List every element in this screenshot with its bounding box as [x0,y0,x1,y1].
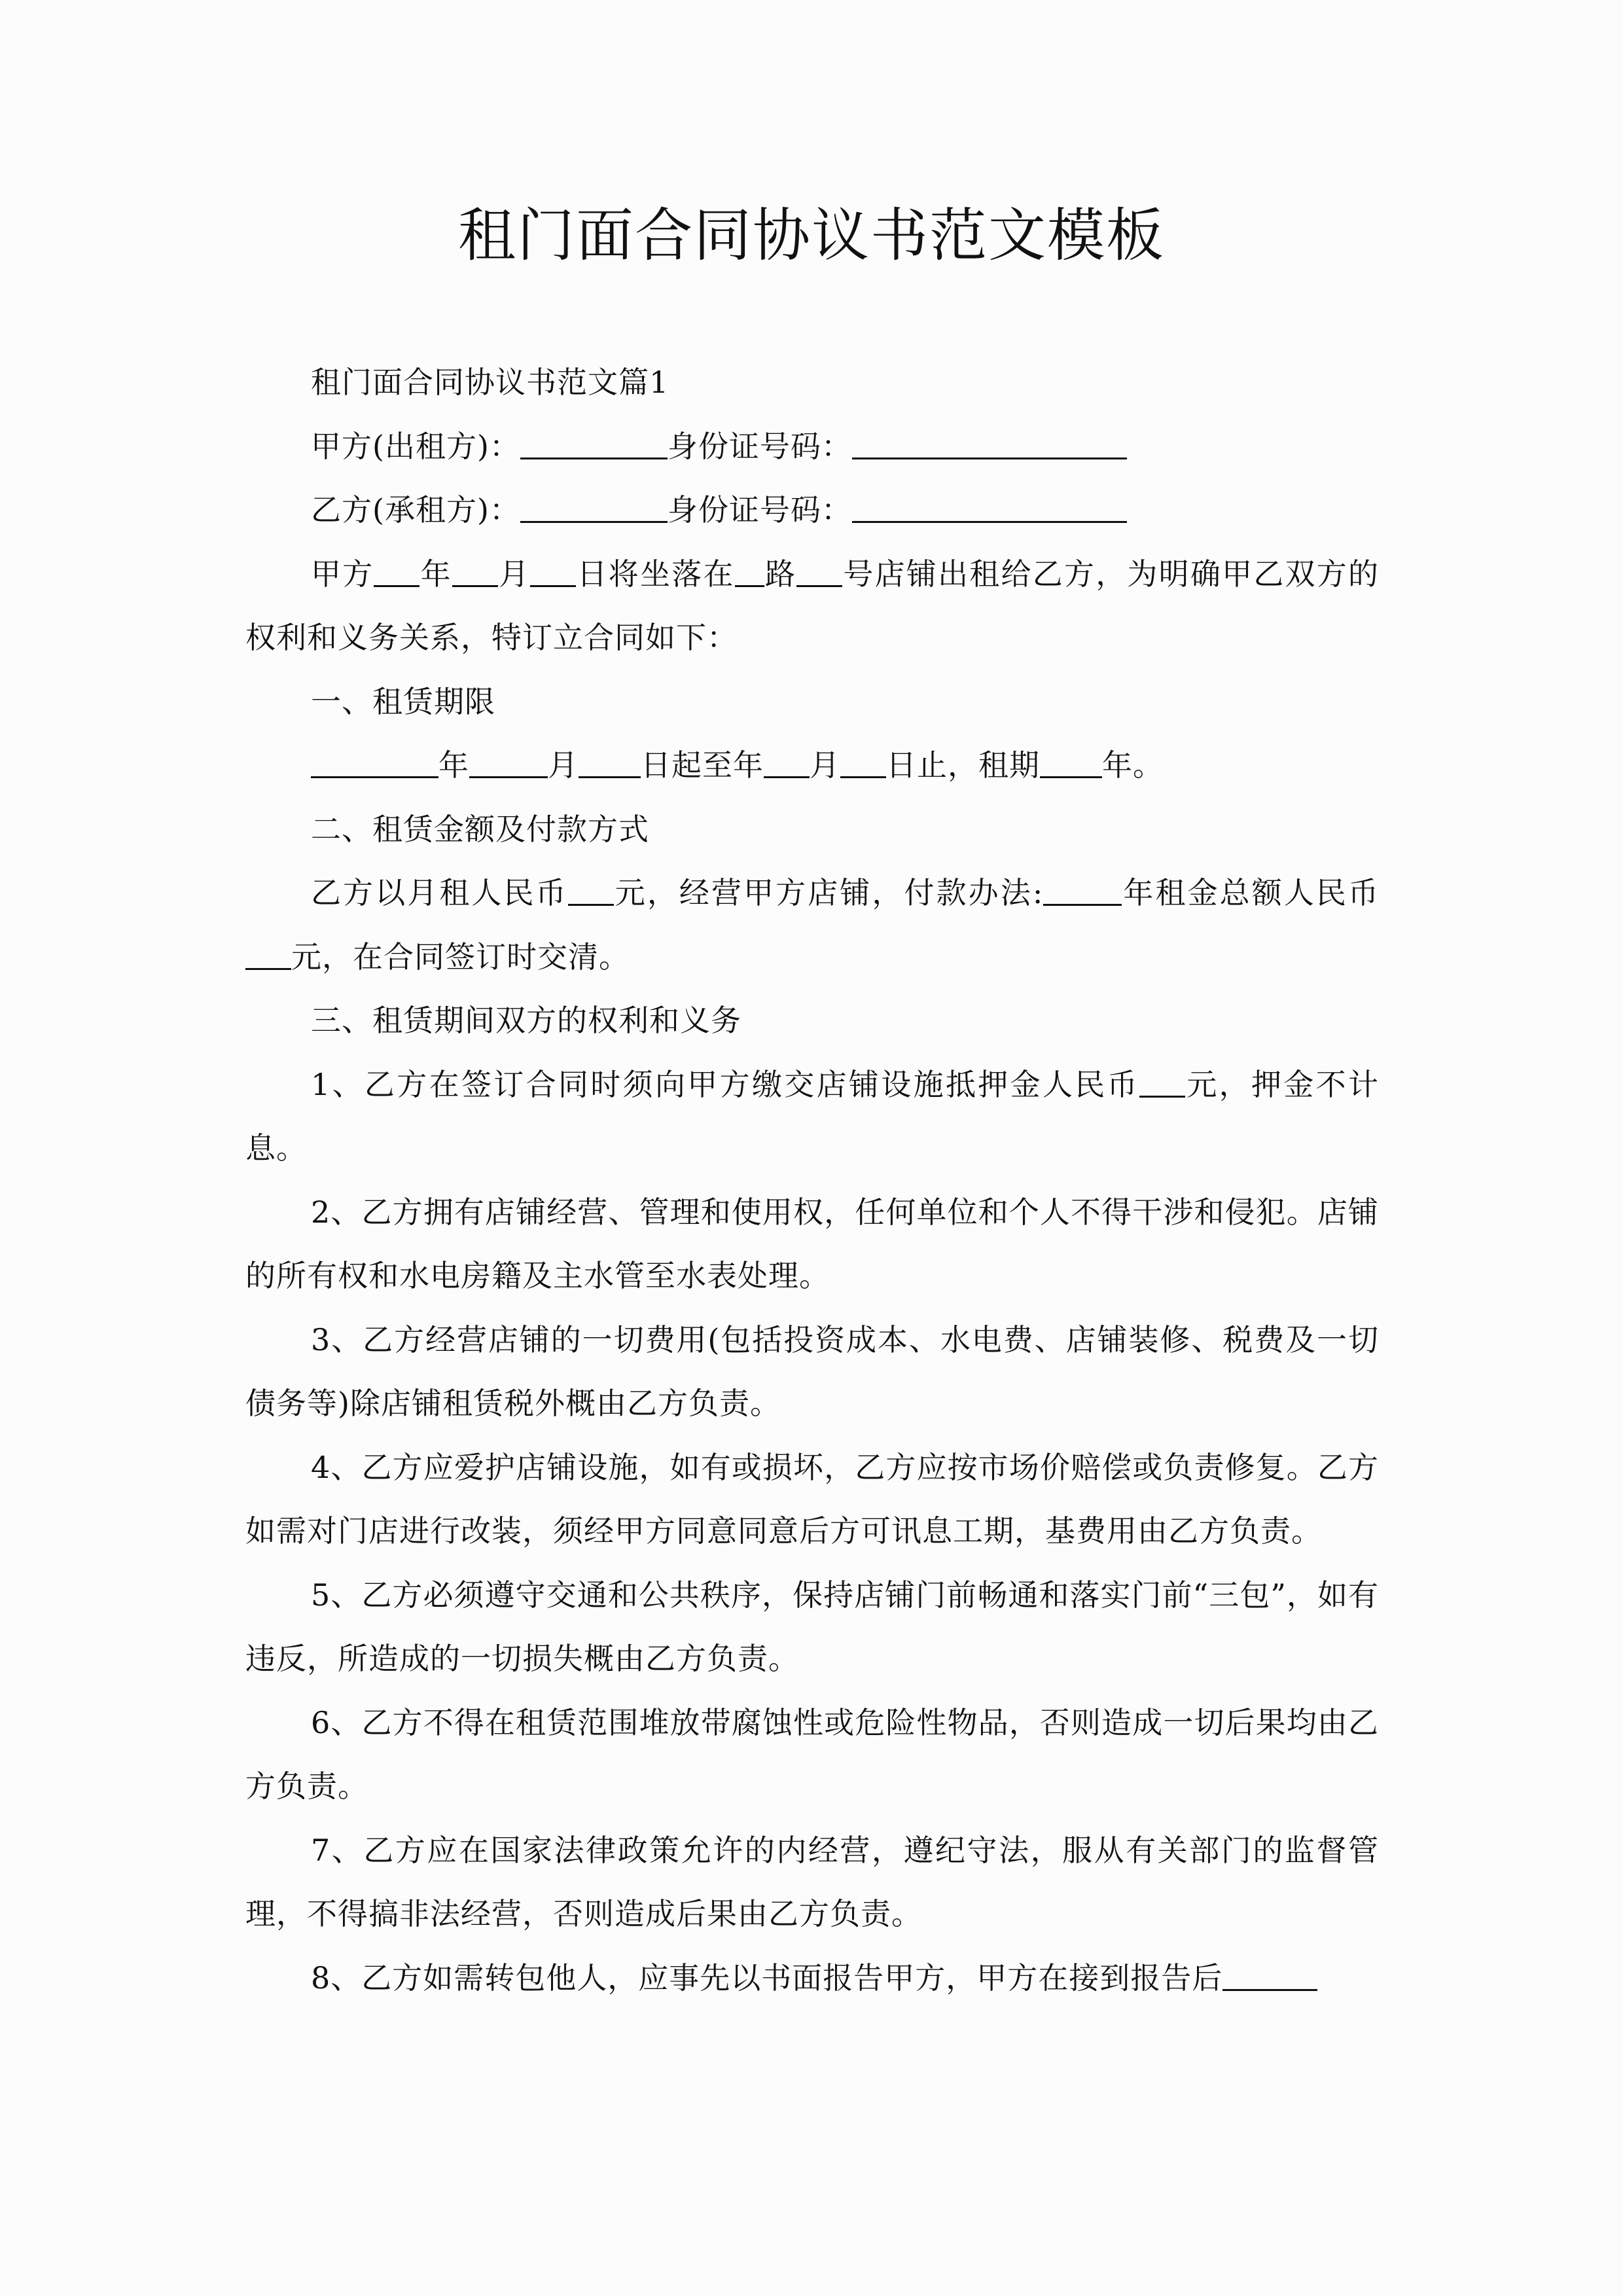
day-blank[interactable] [530,555,576,587]
party-b-name-blank[interactable] [520,491,668,523]
term-years-blank[interactable] [1040,746,1102,778]
party-a-line [245,415,1379,479]
days-blank[interactable] [1222,1959,1317,1991]
intro-text: 月 [497,556,531,592]
payment-years-blank[interactable] [1043,874,1122,906]
lease-term-line [245,734,1379,798]
intro-text: 甲方 [311,556,374,592]
payment-text: 元，经营甲方店铺，付款办法: [613,875,1044,910]
intro-text: 日将坐落在 [576,556,735,592]
payment-text: 乙方以月租人民币 [311,875,568,910]
term-text: 日止，租期 [886,747,1040,783]
number-blank[interactable] [796,555,842,587]
total-rent-blank[interactable] [245,938,291,970]
clause-4: 4、乙方应爱护店铺设施，如有或损坏，乙方应按市场价赔偿或负责修复。乙方如需对门店进行改装，须经甲方同意同意后方可讯息工期，基费用由乙方负责。 [245,1449,1379,1549]
clause-text: 元，押金不计息。 [245,1066,1379,1166]
payment-paragraph [245,861,1379,989]
payment-text: 年租金总额人民币 [1122,875,1380,910]
intro-text: 路 [764,556,797,592]
payment-text: 元，在合同签订时交清。 [291,939,630,975]
term-text: 月 [548,747,579,783]
term-text: 年 [438,747,469,783]
party-a-name-blank[interactable] [520,427,668,459]
intro-paragraph [245,543,1379,670]
clause-2: 2、乙方拥有店铺经营、管理和使用权，任何单位和个人不得干涉和侵犯。店铺的所有权和水电房籍及主水管至水表处理。 [245,1194,1379,1293]
term-text: 月 [810,747,840,783]
section-1-heading: 一、租赁期限 [311,683,495,719]
road-blank[interactable] [735,555,764,587]
section-2-heading: 二、租赁金额及付款方式 [311,811,649,847]
clause-6: 6、乙方不得在租赁范围堆放带腐蚀性或危险性物品，否则造成一切后果均由乙方负责。 [245,1704,1379,1804]
year-blank[interactable] [374,555,419,587]
clause-8 [245,1946,1379,2011]
party-a-id-blank[interactable] [852,427,1127,459]
document-title: 租门面合同协议书范文模板 [457,202,1165,269]
term-text: 日起至年 [641,747,764,783]
clause-1 [245,1053,1379,1181]
clause-5: 5、乙方必须遵守交通和公共秩序，保持店铺门前畅通和落实门前“三包”，如有违反，所造成的一切损失概由乙方负责。 [245,1577,1379,1676]
document-body [245,351,1379,2010]
subtitle: 租门面合同协议书范文篇1 [311,365,669,400]
start-month-blank[interactable] [469,746,548,778]
term-text: 年。 [1102,747,1164,783]
start-day-blank[interactable] [579,746,641,778]
deposit-blank[interactable] [1139,1066,1185,1098]
section-3-heading: 三、租赁期间双方的权利和义务 [311,1003,741,1038]
clause-3: 3、乙方经营店铺的一切费用(包括投资成本、水电费、店铺装修、税费及一切债务等)除店铺租赁税外概由乙方负责。 [245,1321,1379,1421]
party-b-id-blank[interactable] [852,491,1127,523]
party-a-label: 甲方(出租方)： [311,428,520,464]
party-b-line [245,478,1379,543]
clause-text: 8、乙方如需转包他人，应事先以书面报告甲方，甲方在接到报告后 [311,1960,1223,1996]
party-b-label: 乙方(承租方)： [311,492,520,528]
party-a-id-label: 身份证号码： [667,428,852,464]
start-year-blank[interactable] [311,746,438,778]
clause-7: 7、乙方应在国家法律政策允许的内经营，遵纪守法，服从有关部门的监督管理，不得搞非法经营，否则造成后果由乙方负责。 [245,1832,1379,1931]
clause-text: 1、乙方在签订合同时须向甲方缴交店铺设施抵押金人民币 [311,1066,1139,1102]
end-day-blank[interactable] [840,746,886,778]
end-month-blank[interactable] [764,746,810,778]
month-blank[interactable] [452,555,498,587]
party-b-id-label: 身份证号码： [667,492,852,528]
monthly-rent-blank[interactable] [568,874,614,906]
intro-text: 号店铺出租给乙方，为明确甲乙双方的权利和义务关系，特订立合同如下： [245,556,1380,655]
intro-text: 年 [419,556,452,592]
